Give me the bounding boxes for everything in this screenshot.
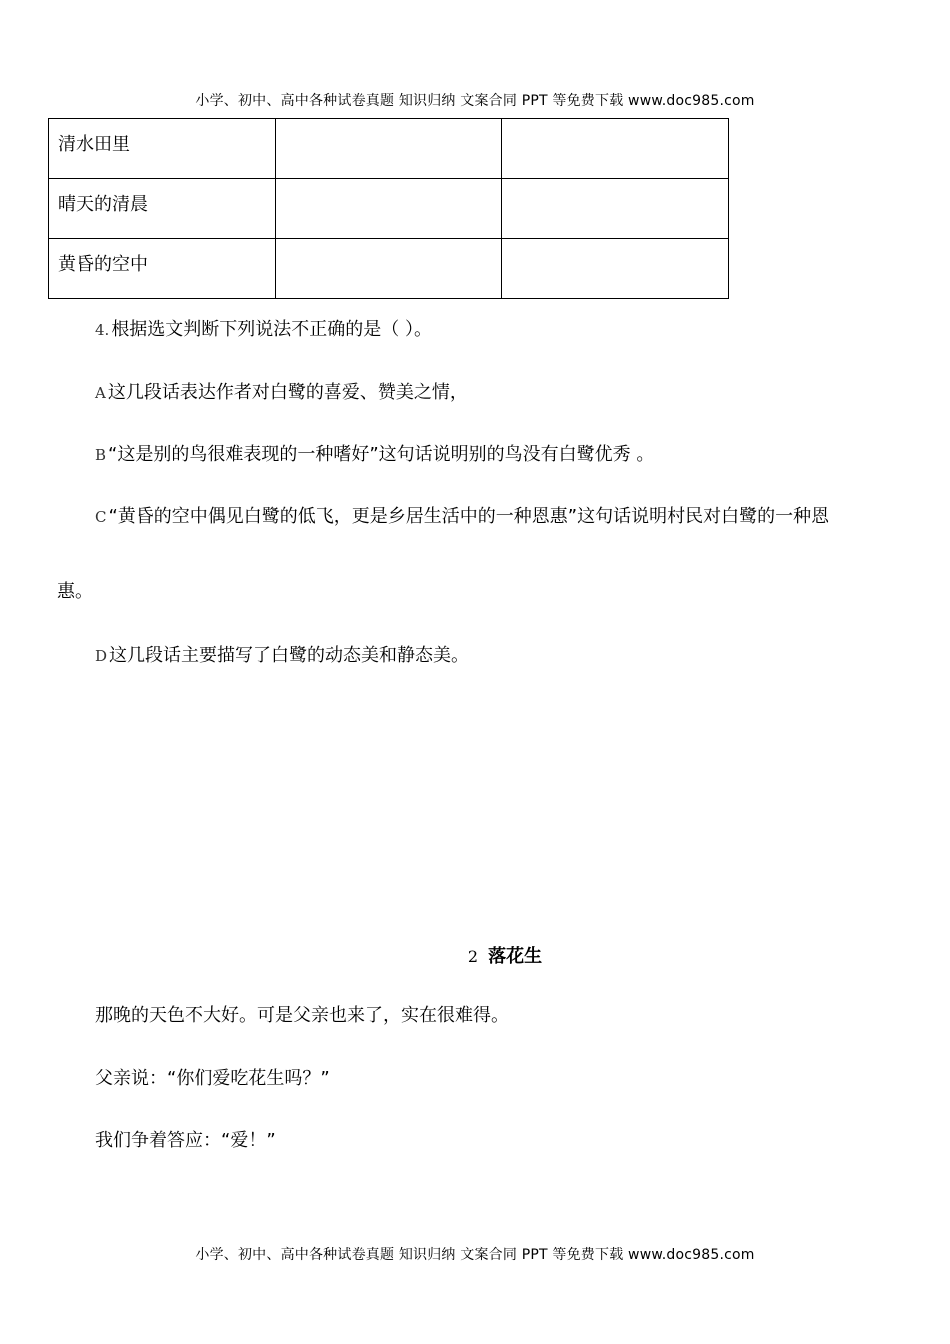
section-title-text: 落花生: [488, 946, 543, 967]
page-header: 小学、初中、高中各种试卷真题 知识归纳 文案合同 PPT 等免费下载 www.doc985.com: [195, 93, 755, 109]
table-cell: 清水田里: [49, 119, 276, 179]
option-b: [95, 443, 654, 467]
option-text: “这是别的鸟很难表现的一种嗜好”这句话说明别的鸟没有白鹭优秀 。: [108, 444, 655, 465]
table-cell: [275, 119, 502, 179]
table-row: [49, 179, 729, 239]
table-cell: [275, 179, 502, 239]
option-text: “黄昏的空中偶见白鹭的低飞，更是乡居生活中的一种恩惠”这句话说明村民对白鹭的一种恩: [108, 506, 830, 527]
table-cell: 黄昏的空中: [49, 239, 276, 299]
question-4-stem: [95, 318, 432, 342]
page-footer: 小学、初中、高中各种试卷真题 知识归纳 文案合同 PPT 等免费下载 www.doc985.com: [195, 1247, 755, 1263]
paragraph: 我们争着答应：“爱！”: [95, 1130, 276, 1151]
question-number: 4.: [95, 321, 110, 339]
table-cell: [275, 239, 502, 299]
option-label: A: [95, 384, 106, 402]
table-cell: [502, 179, 729, 239]
section-title: [0, 942, 950, 968]
option-c: [95, 505, 829, 529]
option-label: D: [95, 647, 108, 665]
table-row: [49, 239, 729, 299]
section-number: 2: [467, 947, 479, 966]
table-cell: [502, 119, 729, 179]
option-a: [95, 381, 468, 405]
paragraph: 那晚的天色不大好。可是父亲也来了，实在很难得。: [95, 1005, 509, 1026]
table-cell: 晴天的清晨: [49, 179, 276, 239]
paragraph: 父亲说：“你们爱吃花生吗？”: [95, 1068, 330, 1089]
option-d: [95, 644, 469, 668]
question-text: 根据选文判断下列说法不正确的是（ ）。: [111, 319, 433, 340]
option-c-continuation: 惠。: [57, 581, 93, 602]
option-label: B: [95, 446, 107, 464]
table-row: [49, 119, 729, 179]
table-cell: [502, 239, 729, 299]
option-text: 这几段话主要描写了白鹭的动态美和静态美。: [109, 645, 470, 666]
answer-table: [48, 118, 729, 299]
option-text: 这几段话表达作者对白鹭的喜爱、赞美之情，: [107, 382, 468, 403]
option-label: C: [95, 508, 107, 526]
